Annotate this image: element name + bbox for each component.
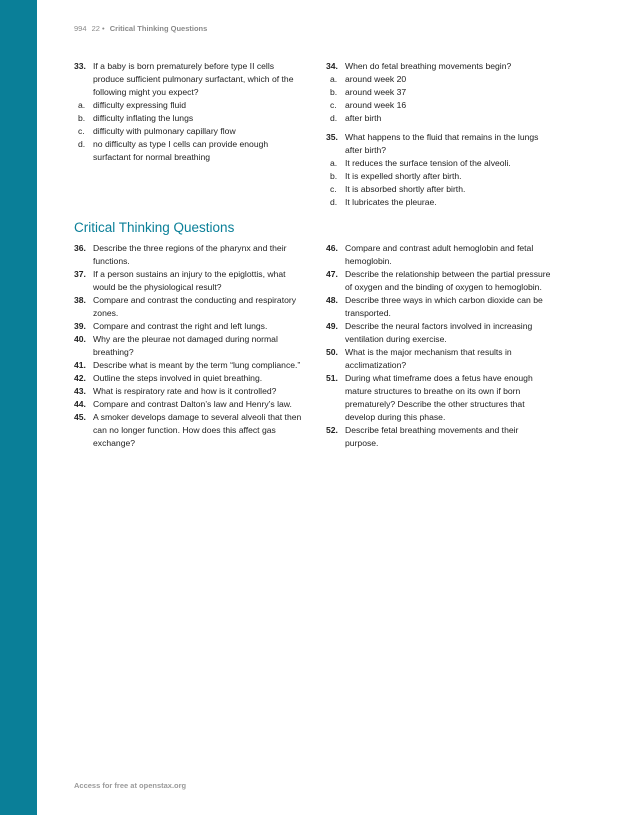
- chapter-separator: 22 •: [91, 24, 105, 33]
- option-b: b. It is expelled shortly after birth.: [330, 171, 462, 181]
- question-text: When do fetal breathing movements begin?: [345, 61, 512, 71]
- chapter-title: Critical Thinking Questions: [109, 24, 208, 33]
- question-51: 51. During what timeframe does a fetus have enough mature structures to breathe on its own if born prematurely? Describe the other structures that develop during this phase.: [326, 373, 533, 422]
- answer-options: [326, 157, 554, 209]
- question-number: 33.: [74, 61, 86, 71]
- option-a: a. around week 20: [330, 74, 407, 84]
- question-37: 37. If a person sustains an injury to the epiglottis, what would be the physiological result?: [74, 269, 286, 292]
- footer-link[interactable]: Access for free at openstax.org: [74, 781, 187, 790]
- question-text: What happens to the fluid that remains in the lungs after birth?: [345, 132, 539, 155]
- option-a: a. It reduces the surface tension of the alveoli.: [330, 158, 511, 168]
- question-36: 36. Describe the three regions of the pharynx and their functions.: [74, 243, 287, 266]
- question-52: 52. Describe fetal breathing movements and their purpose.: [326, 425, 519, 448]
- question-35: [326, 131, 554, 157]
- question-38: 38. Compare and contrast the conducting and respiratory zones.: [74, 295, 297, 318]
- page-number: 994: [74, 24, 87, 33]
- answer-options: [74, 99, 302, 164]
- question-47: 47. Describe the relationship between the partial pressure of oxygen and the binding of oxygen to hemoglobin.: [326, 269, 551, 292]
- option-b: b. difficulty inflating the lungs: [78, 113, 194, 123]
- option-d: d. after birth: [330, 113, 382, 123]
- option-a: a. difficulty expressing fluid: [78, 100, 186, 110]
- question-text: If a baby is born prematurely before type II cells produce sufficient pulmonary surfactant, which of the following might you expect?: [93, 61, 294, 97]
- question-50: 50. What is the major mechanism that results in acclimatization?: [326, 347, 512, 370]
- question-45: 45. A smoker develops damage to several alveoli that then can no longer function. How does this affect gas exchange?: [74, 412, 302, 448]
- running-head: [74, 24, 207, 33]
- option-c: c. difficulty with pulmonary capillary flow: [78, 126, 236, 136]
- review-left-column: [74, 60, 302, 164]
- option-c: c. It is absorbed shortly after birth.: [330, 184, 466, 194]
- question-42: 42. Outline the steps involved in quiet breathing.: [74, 373, 263, 383]
- question-33: [74, 60, 302, 99]
- question-number: 35.: [326, 132, 338, 142]
- critical-left-column: [74, 242, 302, 450]
- side-color-bar: [0, 0, 37, 815]
- review-right-column: [326, 60, 554, 209]
- question-40: 40. Why are the pleurae not damaged during normal breathing?: [74, 334, 278, 357]
- question-46: 46. Compare and contrast adult hemoglobin and fetal hemoglobin.: [326, 243, 534, 266]
- critical-right-column: [326, 242, 554, 450]
- question-39: 39. Compare and contrast the right and left lungs.: [74, 321, 268, 331]
- option-d: d. It lubricates the pleurae.: [330, 197, 437, 207]
- question-44: 44. Compare and contrast Dalton’s law and Henry’s law.: [74, 399, 292, 409]
- question-43: 43. What is respiratory rate and how is it controlled?: [74, 386, 277, 396]
- question-49: 49. Describe the neural factors involved in increasing ventilation during exercise.: [326, 321, 533, 344]
- question-48: 48. Describe three ways in which carbon dioxide can be transported.: [326, 295, 543, 318]
- option-d: d. no difficulty as type I cells can provide enough surfactant for normal breathing: [78, 139, 269, 162]
- section-heading: Critical Thinking Questions: [74, 220, 235, 235]
- option-c: c. around week 16: [330, 100, 407, 110]
- option-b: b. around week 37: [330, 87, 407, 97]
- answer-options: [326, 73, 554, 125]
- question-34: [326, 60, 554, 73]
- question-number: 34.: [326, 61, 338, 71]
- question-41: 41. Describe what is meant by the term “lung compliance.”: [74, 360, 301, 370]
